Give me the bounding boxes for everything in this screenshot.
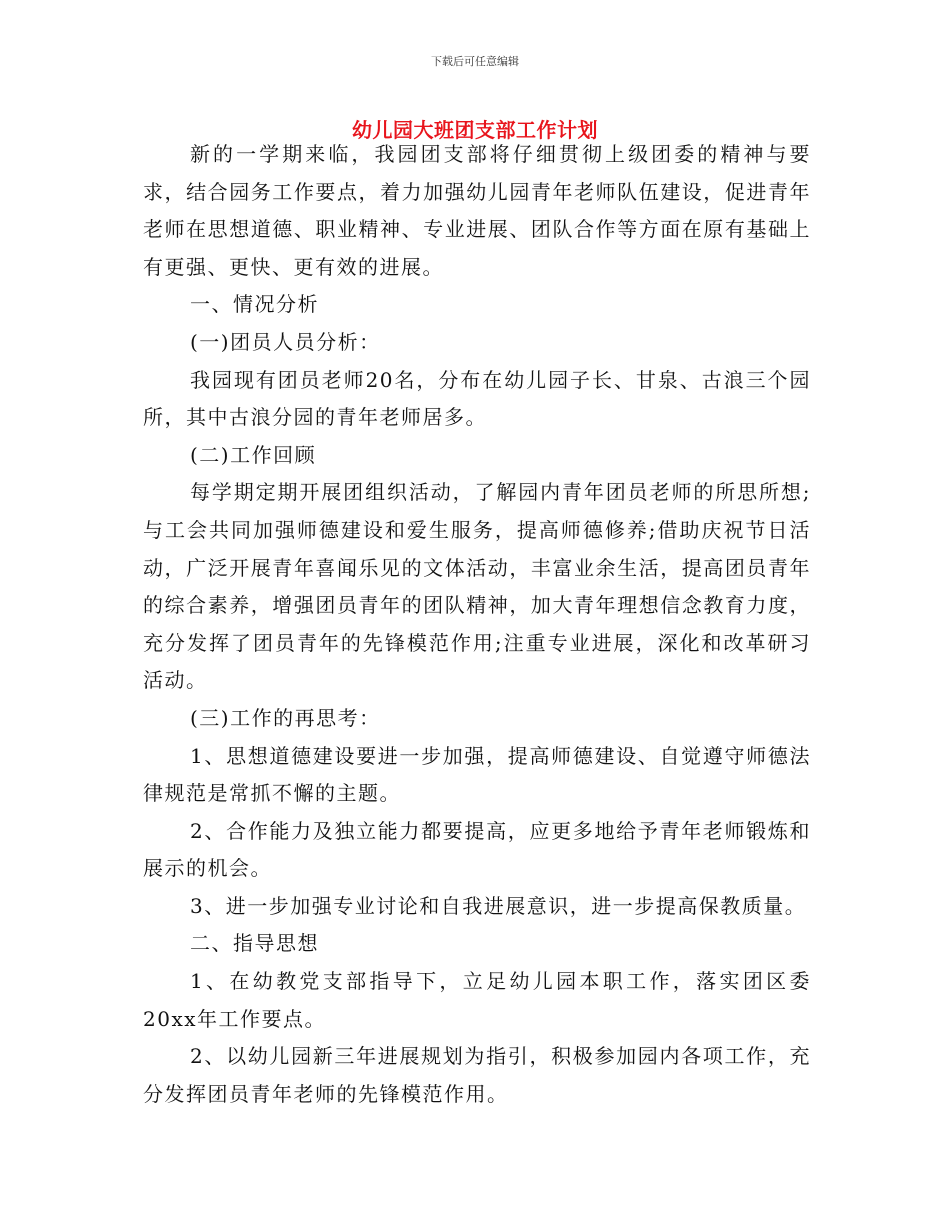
subsection-heading: (一)团员人员分析：	[190, 329, 381, 354]
page-header: 下载后可任意编辑	[431, 55, 519, 68]
subsection-heading: (三)工作的再思考：	[190, 705, 381, 730]
paragraph: 我园现有团员老师20名，分布在幼儿园子长、甘泉、古浪三个园所，其中古浪分园的青年老师居多。	[143, 367, 811, 430]
document-title: 幼儿园大班团支部工作计划	[352, 118, 598, 142]
document-body	[143, 136, 811, 1113]
list-item: 2、合作能力及独立能力都要提高，应更多地给予青年老师锻炼和展示的机会。	[143, 818, 811, 881]
subsection-heading: (二)工作回顾	[190, 442, 317, 467]
list-item: 3、进一步加强专业讨论和自我进展意识，进一步提高保教质量。	[190, 893, 807, 918]
list-item: 1、思想道德建设要进一步加强，提高师德建设、自觉遵守师德法律规范是常抓不懈的主题。	[143, 743, 811, 806]
section-heading: 二、指导思想	[190, 931, 319, 956]
section-heading: 一、情况分析	[190, 292, 319, 317]
list-item: 1、在幼教党支部指导下，立足幼儿园本职工作，落实团区委20xx年工作要点。	[143, 969, 811, 1031]
paragraph: 每学期定期开展团组织活动，了解园内青年团员老师的所思所想;与工会共同加强师德建设和爱生服务，提高师德修养;借助庆祝节日活动，广泛开展青年喜闻乐见的文体活动，丰富业余生活，提高团员青年的综合素养，增强团员青年的团队精神，加大青年理想信念教育力度，充分发挥了团员青年的先锋模范作用;注重专业进展，深化和改革研习活动。	[143, 480, 811, 693]
list-item: 2、以幼儿园新三年进展规划为指引，积极参加园内各项工作，充分发挥团员青年老师的先锋模范作用。	[143, 1044, 811, 1106]
paragraph: 新的一学期来临，我园团支部将仔细贯彻上级团委的精神与要求，结合园务工作要点，着力加强幼儿园青年老师队伍建设，促进青年老师在思想道德、职业精神、专业进展、团队合作等方面在原有基础上有更强、更快、更有效的进展。	[143, 142, 811, 279]
